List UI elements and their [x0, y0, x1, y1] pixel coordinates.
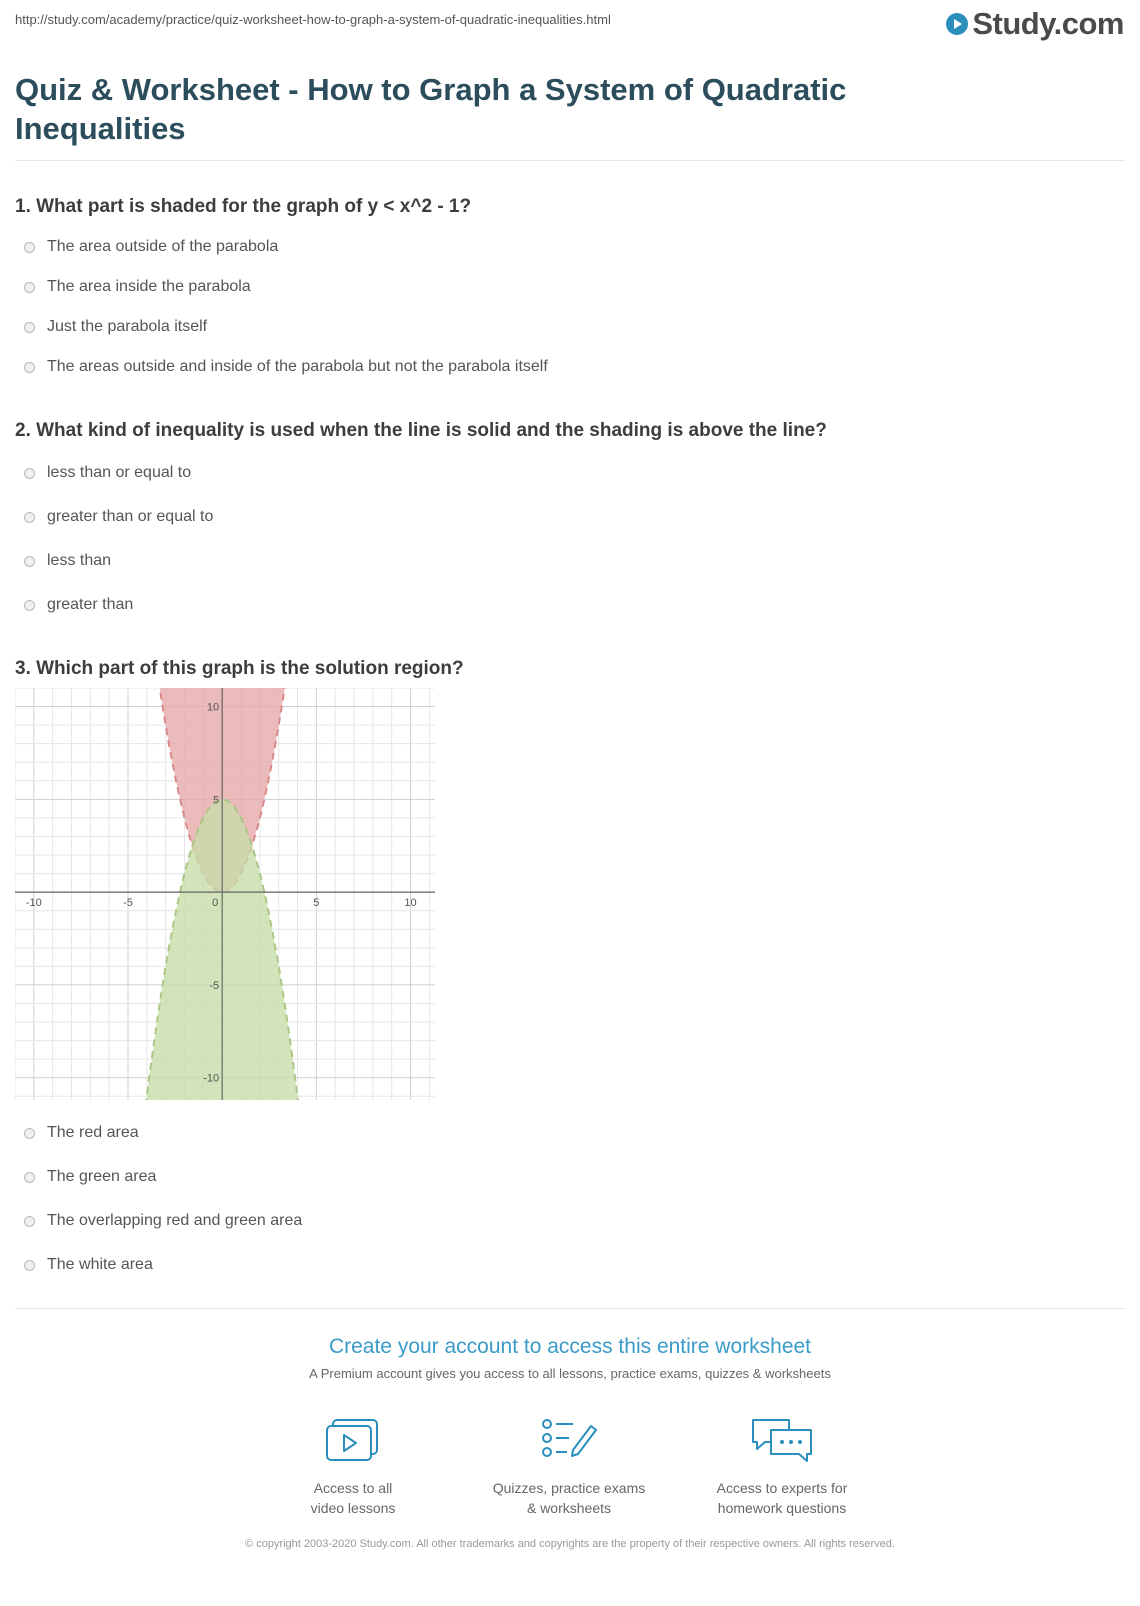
- radio-button[interactable]: [24, 242, 35, 253]
- radio-button[interactable]: [24, 512, 35, 523]
- option-label: greater than: [47, 596, 134, 613]
- x-tick-label: -10: [25, 897, 42, 910]
- y-tick-label: 5: [213, 794, 220, 807]
- question-1-option-2[interactable]: [24, 278, 251, 296]
- y-tick-label: -5: [209, 979, 220, 992]
- x-tick-label: 5: [313, 897, 320, 910]
- question-2-option-3[interactable]: [24, 552, 111, 570]
- x-tick-label: -5: [123, 897, 133, 910]
- page-url: http://study.com/academy/practice/quiz-worksheet-how-to-graph-a-system-of-quadratic-inequalities.html: [15, 12, 611, 27]
- option-label: The green area: [47, 1168, 157, 1185]
- question-3: 3. Which part of this graph is the solution region?: [15, 658, 464, 679]
- radio-button[interactable]: [24, 1128, 35, 1139]
- radio-button[interactable]: [24, 1260, 35, 1271]
- feature-label-line-2: & worksheets: [526, 1500, 612, 1516]
- option-label: greater than or equal to: [47, 508, 214, 525]
- question-2: 2. What kind of inequality is used when the line is solid and the shading is above the line?: [15, 420, 827, 441]
- shaded-region-2: [15, 799, 435, 1100]
- feature-label-line-1: Access to all: [313, 1480, 393, 1496]
- option-label: less than or equal to: [47, 464, 192, 481]
- radio-button[interactable]: [24, 1216, 35, 1227]
- question-3-option-3[interactable]: [24, 1212, 302, 1230]
- play-logo-icon: [946, 13, 968, 35]
- question-1: 1. What part is shaded for the graph of y < x^2 - 1?: [15, 196, 472, 217]
- radio-button[interactable]: [24, 600, 35, 611]
- study-logo[interactable]: [946, 6, 1124, 42]
- section-divider: [15, 1308, 1125, 1309]
- y-tick-label: -10: [203, 1072, 220, 1085]
- question-3-option-1[interactable]: [24, 1124, 139, 1142]
- question-3-option-2[interactable]: [24, 1168, 156, 1186]
- y-tick-label: 10: [206, 701, 220, 714]
- copyright-footer: © copyright 2003-2020 Study.com. All other trademarks and copyrights are the property of their respective owners. All rights reserved.: [245, 1538, 895, 1550]
- quiz-checklist-icon: [539, 1416, 599, 1466]
- question-3-option-4[interactable]: [24, 1256, 153, 1274]
- option-label: Just the parabola itself: [47, 318, 208, 335]
- shaded-regions: [15, 688, 435, 1100]
- page-title: Quiz & Worksheet - How to Graph a System of Quadratic Inequalities: [15, 72, 847, 146]
- question-2-option-4[interactable]: [24, 596, 133, 614]
- feature-label-line-2: video lessons: [310, 1500, 396, 1516]
- video-lesson-icon: [323, 1416, 383, 1466]
- logo-text: Study.com: [972, 6, 1124, 41]
- feature-video-lessons: [253, 1416, 453, 1518]
- radio-button[interactable]: [24, 556, 35, 567]
- radio-button[interactable]: [24, 322, 35, 333]
- cta-subtitle: A Premium account gives you access to all lessons, practice exams, quizzes & worksheets: [309, 1366, 831, 1381]
- feature-label-line-2: homework questions: [717, 1500, 847, 1516]
- option-label: The white area: [47, 1256, 153, 1273]
- feature-label-line-1: Access to experts for: [716, 1480, 848, 1496]
- option-label: The overlapping red and green area: [47, 1212, 303, 1229]
- radio-button[interactable]: [24, 468, 35, 479]
- option-label: The area inside the parabola: [47, 278, 251, 295]
- question-1-option-1[interactable]: [24, 238, 278, 256]
- x-tick-label: 10: [404, 897, 417, 910]
- x-tick-label: 0: [212, 897, 219, 910]
- feature-experts: [682, 1416, 882, 1518]
- quadratic-inequalities-graph: [15, 688, 435, 1100]
- feature-label-line-1: Quizzes, practice exams: [492, 1480, 646, 1496]
- option-label: The red area: [47, 1124, 139, 1141]
- feature-quizzes: [469, 1416, 669, 1518]
- title-divider: [15, 160, 1125, 161]
- question-1-option-4[interactable]: [24, 358, 548, 376]
- option-label: The areas outside and inside of the parabola but not the parabola itself: [47, 358, 548, 375]
- question-1-option-3[interactable]: [24, 318, 207, 336]
- cta-title[interactable]: Create your account to access this entire worksheet: [328, 1335, 812, 1358]
- radio-button[interactable]: [24, 1172, 35, 1183]
- option-label: less than: [47, 552, 112, 569]
- question-2-option-1[interactable]: [24, 464, 191, 482]
- chat-bubbles-icon: [749, 1416, 815, 1466]
- option-label: The area outside of the parabola: [47, 238, 279, 255]
- radio-button[interactable]: [24, 282, 35, 293]
- radio-button[interactable]: [24, 362, 35, 373]
- question-2-option-2[interactable]: [24, 508, 213, 526]
